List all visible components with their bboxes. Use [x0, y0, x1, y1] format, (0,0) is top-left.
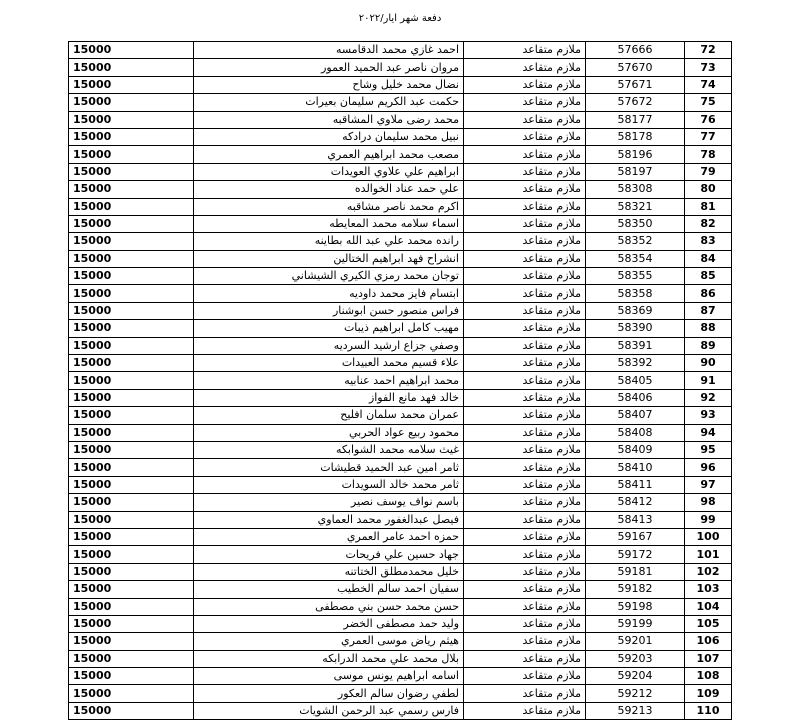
- row-id: 59172: [586, 546, 685, 563]
- row-id: 58352: [586, 233, 685, 250]
- row-id: 58407: [586, 407, 685, 424]
- row-number: 95: [685, 441, 732, 458]
- row-id: 58369: [586, 302, 685, 319]
- row-number: 75: [685, 94, 732, 111]
- row-amount: 15000: [69, 302, 194, 319]
- row-id: 59181: [586, 563, 685, 580]
- row-number: 103: [685, 581, 732, 598]
- row-name: حمزه احمد عامر العمري: [194, 528, 464, 545]
- row-rank: ملازم متقاعد: [464, 355, 586, 372]
- row-amount: 15000: [69, 372, 194, 389]
- table-row: [69, 250, 732, 267]
- table-row: [69, 441, 732, 458]
- row-number: 76: [685, 111, 732, 128]
- row-id: 59201: [586, 633, 685, 650]
- table-row: [69, 111, 732, 128]
- row-amount: 15000: [69, 233, 194, 250]
- row-name: خالد فهد مانع الفواز: [194, 389, 464, 406]
- table-row: [69, 702, 732, 719]
- row-name: فراس منصور حسن ابوشنار: [194, 302, 464, 319]
- row-number: 98: [685, 494, 732, 511]
- row-amount: 15000: [69, 494, 194, 511]
- row-number: 101: [685, 546, 732, 563]
- row-rank: ملازم متقاعد: [464, 320, 586, 337]
- row-id: 58178: [586, 128, 685, 145]
- row-rank: ملازم متقاعد: [464, 163, 586, 180]
- row-rank: ملازم متقاعد: [464, 633, 586, 650]
- row-number: 79: [685, 163, 732, 180]
- row-amount: 15000: [69, 111, 194, 128]
- table-row: [69, 146, 732, 163]
- row-number: 86: [685, 285, 732, 302]
- row-rank: ملازم متقاعد: [464, 598, 586, 615]
- row-name: هيثم رياض موسى العمري: [194, 633, 464, 650]
- row-id: 59203: [586, 650, 685, 667]
- row-id: 57672: [586, 94, 685, 111]
- table-row: [69, 633, 732, 650]
- row-id: 58350: [586, 215, 685, 232]
- row-number: 74: [685, 76, 732, 93]
- row-id: 59212: [586, 685, 685, 702]
- table-row: [69, 355, 732, 372]
- row-name: وليد حمد مصطفى الخضر: [194, 615, 464, 632]
- row-amount: 15000: [69, 702, 194, 719]
- row-number: 92: [685, 389, 732, 406]
- row-number: 97: [685, 476, 732, 493]
- row-id: 58358: [586, 285, 685, 302]
- row-name: اسامه ابراهيم يونس موسى: [194, 668, 464, 685]
- row-rank: ملازم متقاعد: [464, 94, 586, 111]
- row-id: 57671: [586, 76, 685, 93]
- row-number: 110: [685, 702, 732, 719]
- row-number: 73: [685, 59, 732, 76]
- row-id: 58409: [586, 441, 685, 458]
- row-number: 107: [685, 650, 732, 667]
- table-row: [69, 546, 732, 563]
- row-id: 58391: [586, 337, 685, 354]
- row-number: 87: [685, 302, 732, 319]
- row-name: فارس رسمي عبد الرحمن الشويات: [194, 702, 464, 719]
- row-number: 85: [685, 268, 732, 285]
- row-amount: 15000: [69, 685, 194, 702]
- row-rank: ملازم متقاعد: [464, 337, 586, 354]
- row-number: 83: [685, 233, 732, 250]
- row-rank: ملازم متقاعد: [464, 198, 586, 215]
- row-id: 58390: [586, 320, 685, 337]
- row-id: 58308: [586, 181, 685, 198]
- row-rank: ملازم متقاعد: [464, 146, 586, 163]
- row-rank: ملازم متقاعد: [464, 407, 586, 424]
- row-name: غيث سلامه محمد الشوابكه: [194, 441, 464, 458]
- table-row: [69, 685, 732, 702]
- row-id: 59213: [586, 702, 685, 719]
- row-amount: 15000: [69, 181, 194, 198]
- row-name: نضال محمد خليل وشاح: [194, 76, 464, 93]
- row-number: 91: [685, 372, 732, 389]
- row-rank: ملازم متقاعد: [464, 42, 586, 59]
- row-number: 81: [685, 198, 732, 215]
- table-row: [69, 59, 732, 76]
- row-name: عمران محمد سلمان افليح: [194, 407, 464, 424]
- row-name: وصفي جزاع ارشيد السرديه: [194, 337, 464, 354]
- row-amount: 15000: [69, 320, 194, 337]
- row-name: ثامر امين عبد الحميد قطيشات: [194, 459, 464, 476]
- table-row: [69, 94, 732, 111]
- row-rank: ملازم متقاعد: [464, 476, 586, 493]
- row-name: ابراهيم علي علاوي العويدات: [194, 163, 464, 180]
- table-row: [69, 494, 732, 511]
- row-id: 59182: [586, 581, 685, 598]
- table-row: [69, 76, 732, 93]
- row-name: انشراح فهد ابراهيم الختالين: [194, 250, 464, 267]
- row-number: 96: [685, 459, 732, 476]
- row-rank: ملازم متقاعد: [464, 668, 586, 685]
- row-name: مروان ناصر عبد الحميد العمور: [194, 59, 464, 76]
- row-amount: 15000: [69, 285, 194, 302]
- row-name: ثامر محمد خالد السويدات: [194, 476, 464, 493]
- row-id: 58405: [586, 372, 685, 389]
- table-row: [69, 42, 732, 59]
- row-amount: 15000: [69, 128, 194, 145]
- row-name: سفيان احمد سالم الخطيب: [194, 581, 464, 598]
- row-name: باسم نواف يوسف نصير: [194, 494, 464, 511]
- row-amount: 15000: [69, 198, 194, 215]
- row-id: 58197: [586, 163, 685, 180]
- row-amount: 15000: [69, 337, 194, 354]
- row-rank: ملازم متقاعد: [464, 424, 586, 441]
- table-row: [69, 268, 732, 285]
- row-name: حسن محمد حسن بني مصطفى: [194, 598, 464, 615]
- table-row: [69, 459, 732, 476]
- row-name: مهيب كامل ابراهيم ذيبات: [194, 320, 464, 337]
- row-rank: ملازم متقاعد: [464, 528, 586, 545]
- row-name: علاء قسيم محمد العبيدات: [194, 355, 464, 372]
- row-amount: 15000: [69, 250, 194, 267]
- row-number: 77: [685, 128, 732, 145]
- row-id: 59198: [586, 598, 685, 615]
- row-number: 94: [685, 424, 732, 441]
- row-amount: 15000: [69, 581, 194, 598]
- document-title: دفعة شهر ايار/٢٠٢٢: [358, 13, 442, 24]
- row-number: 99: [685, 511, 732, 528]
- row-rank: ملازم متقاعد: [464, 581, 586, 598]
- row-amount: 15000: [69, 94, 194, 111]
- row-name: مصعب محمد ابراهيم العمري: [194, 146, 464, 163]
- row-rank: ملازم متقاعد: [464, 181, 586, 198]
- row-rank: ملازم متقاعد: [464, 76, 586, 93]
- table-row: [69, 320, 732, 337]
- row-rank: ملازم متقاعد: [464, 441, 586, 458]
- row-amount: 15000: [69, 615, 194, 632]
- row-name: جهاد حسين علي فريحات: [194, 546, 464, 563]
- table-row: [69, 424, 732, 441]
- row-amount: 15000: [69, 633, 194, 650]
- row-number: 106: [685, 633, 732, 650]
- row-number: 89: [685, 337, 732, 354]
- row-name: محمد رضى ملاوي المشاقبه: [194, 111, 464, 128]
- row-id: 58321: [586, 198, 685, 215]
- table-row: [69, 615, 732, 632]
- row-number: 88: [685, 320, 732, 337]
- row-name: خليل محمدمطلق الختاتنه: [194, 563, 464, 580]
- table-row: [69, 650, 732, 667]
- row-amount: 15000: [69, 563, 194, 580]
- table-row: [69, 302, 732, 319]
- row-id: 58410: [586, 459, 685, 476]
- table-row: [69, 563, 732, 580]
- row-name: حكمت عبد الكريم سليمان بعيرات: [194, 94, 464, 111]
- row-rank: ملازم متقاعد: [464, 59, 586, 76]
- row-id: 58413: [586, 511, 685, 528]
- table-row: [69, 389, 732, 406]
- row-amount: 15000: [69, 598, 194, 615]
- row-id: 58177: [586, 111, 685, 128]
- row-number: 80: [685, 181, 732, 198]
- row-number: 72: [685, 42, 732, 59]
- row-amount: 15000: [69, 268, 194, 285]
- table-row: [69, 668, 732, 685]
- row-number: 82: [685, 215, 732, 232]
- row-id: 58354: [586, 250, 685, 267]
- row-amount: 15000: [69, 407, 194, 424]
- row-number: 90: [685, 355, 732, 372]
- table-row: [69, 511, 732, 528]
- row-name: رانده محمد علي عبد الله بطاينه: [194, 233, 464, 250]
- row-amount: 15000: [69, 389, 194, 406]
- row-rank: ملازم متقاعد: [464, 615, 586, 632]
- table-row: [69, 163, 732, 180]
- row-amount: 15000: [69, 424, 194, 441]
- row-rank: ملازم متقاعد: [464, 285, 586, 302]
- table-row: [69, 407, 732, 424]
- row-name: لطفي رضوان سالم العكور: [194, 685, 464, 702]
- row-name: نبيل محمد سليمان درادكه: [194, 128, 464, 145]
- row-id: 58406: [586, 389, 685, 406]
- row-amount: 15000: [69, 511, 194, 528]
- row-number: 78: [685, 146, 732, 163]
- row-number: 104: [685, 598, 732, 615]
- row-name: محمود ربيع عواد الحربي: [194, 424, 464, 441]
- row-name: اكرم محمد ناصر مشاقبه: [194, 198, 464, 215]
- row-amount: 15000: [69, 668, 194, 685]
- row-amount: 15000: [69, 528, 194, 545]
- row-rank: ملازم متقاعد: [464, 702, 586, 719]
- row-rank: ملازم متقاعد: [464, 685, 586, 702]
- row-rank: ملازم متقاعد: [464, 459, 586, 476]
- row-name: احمد غازي محمد الدقامسه: [194, 42, 464, 59]
- row-amount: 15000: [69, 146, 194, 163]
- row-rank: ملازم متقاعد: [464, 302, 586, 319]
- table-row: [69, 337, 732, 354]
- row-number: 84: [685, 250, 732, 267]
- row-id: 58196: [586, 146, 685, 163]
- table-row: [69, 476, 732, 493]
- row-amount: 15000: [69, 441, 194, 458]
- row-name: اسماء سلامه محمد المعايطه: [194, 215, 464, 232]
- row-amount: 15000: [69, 650, 194, 667]
- row-rank: ملازم متقاعد: [464, 650, 586, 667]
- row-rank: ملازم متقاعد: [464, 268, 586, 285]
- row-name: محمد ابراهيم احمد عنابيه: [194, 372, 464, 389]
- row-id: 59204: [586, 668, 685, 685]
- row-rank: ملازم متقاعد: [464, 511, 586, 528]
- table-row: [69, 215, 732, 232]
- row-rank: ملازم متقاعد: [464, 494, 586, 511]
- row-id: 58392: [586, 355, 685, 372]
- row-number: 108: [685, 668, 732, 685]
- row-amount: 15000: [69, 459, 194, 476]
- table-row: [69, 285, 732, 302]
- row-number: 93: [685, 407, 732, 424]
- row-amount: 15000: [69, 355, 194, 372]
- row-rank: ملازم متقاعد: [464, 233, 586, 250]
- row-rank: ملازم متقاعد: [464, 563, 586, 580]
- table-row: [69, 198, 732, 215]
- row-amount: 15000: [69, 59, 194, 76]
- row-number: 102: [685, 563, 732, 580]
- row-rank: ملازم متقاعد: [464, 372, 586, 389]
- row-id: 57666: [586, 42, 685, 59]
- row-rank: ملازم متقاعد: [464, 215, 586, 232]
- row-id: 58355: [586, 268, 685, 285]
- row-rank: ملازم متقاعد: [464, 546, 586, 563]
- row-amount: 15000: [69, 76, 194, 93]
- table-row: [69, 598, 732, 615]
- table-row: [69, 128, 732, 145]
- row-amount: 15000: [69, 42, 194, 59]
- row-id: 57670: [586, 59, 685, 76]
- table-row: [69, 372, 732, 389]
- table-row: [69, 528, 732, 545]
- row-amount: 15000: [69, 163, 194, 180]
- row-rank: ملازم متقاعد: [464, 250, 586, 267]
- table-row: [69, 181, 732, 198]
- row-id: 58412: [586, 494, 685, 511]
- retirees-table: [68, 41, 732, 720]
- row-rank: ملازم متقاعد: [464, 111, 586, 128]
- row-id: 58411: [586, 476, 685, 493]
- row-name: علي حمد عناد الخوالده: [194, 181, 464, 198]
- table-body: [69, 42, 732, 720]
- row-rank: ملازم متقاعد: [464, 389, 586, 406]
- row-id: 59199: [586, 615, 685, 632]
- table-row: [69, 581, 732, 598]
- row-id: 58408: [586, 424, 685, 441]
- row-name: فيصل عبدالغفور محمد العماوي: [194, 511, 464, 528]
- row-id: 59167: [586, 528, 685, 545]
- row-amount: 15000: [69, 476, 194, 493]
- row-name: ابتسام فايز محمد داوديه: [194, 285, 464, 302]
- row-name: بلال محمد علي محمد الدرابكه: [194, 650, 464, 667]
- row-name: توجان محمد رمزي الكيري الشيشاني: [194, 268, 464, 285]
- row-number: 105: [685, 615, 732, 632]
- row-rank: ملازم متقاعد: [464, 128, 586, 145]
- row-amount: 15000: [69, 215, 194, 232]
- row-number: 109: [685, 685, 732, 702]
- table-row: [69, 233, 732, 250]
- row-number: 100: [685, 528, 732, 545]
- row-amount: 15000: [69, 546, 194, 563]
